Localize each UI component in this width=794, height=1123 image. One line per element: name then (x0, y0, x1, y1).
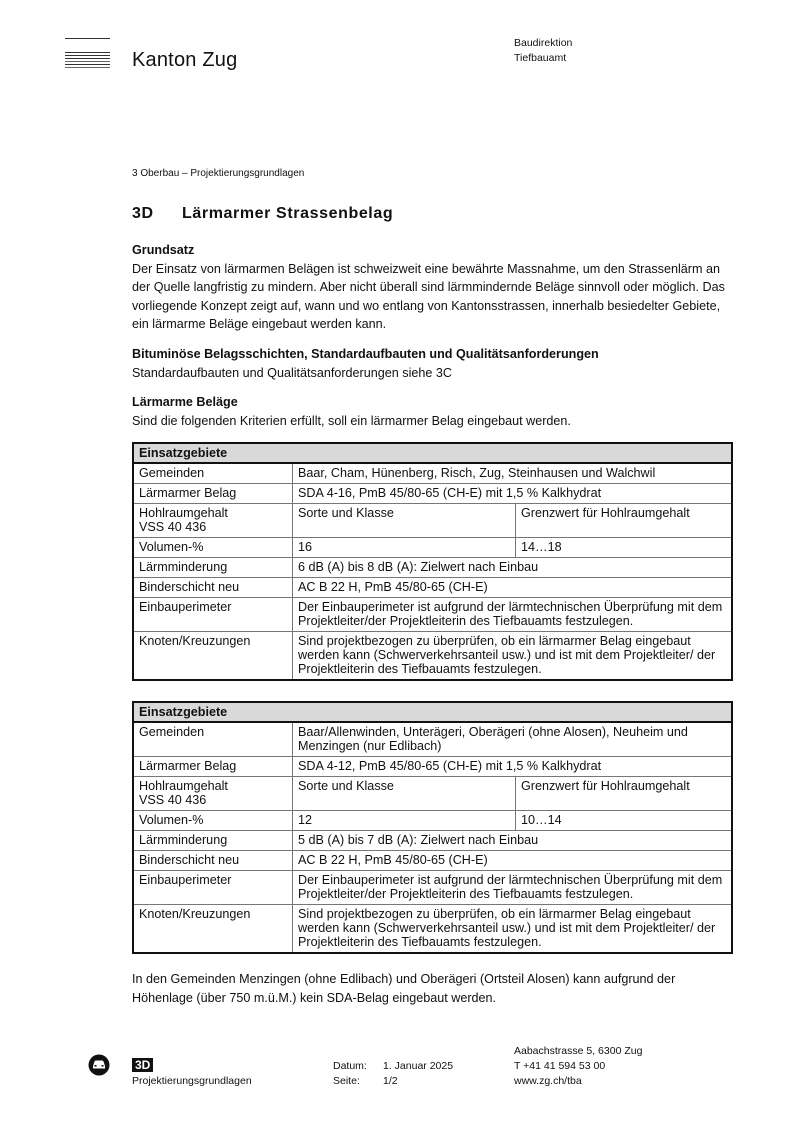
car-icon (88, 1054, 110, 1076)
row-label: Lärmminderung (133, 558, 293, 578)
office: Tiefbauamt (514, 52, 567, 64)
footer-contact (514, 1044, 642, 1089)
row-value: 10…14 (516, 811, 733, 831)
section-body: Der Einsatz von lärmarmen Belägen ist schweizweit eine bewährte Massnahme, um den Strassenlärm an der Quelle langfristig zu mindern. Aber nicht überall sind lärmmindernde Beläge sinnvoll oder möglich. Das vorliegende Konzept zeigt auf, wann und wo entlang von Kantonsstrassen, innerhalb besiedelter Gebiete, ein lärmarme Beläge eingebaut werden kann. (132, 261, 725, 331)
row-label: Volumen-% (133, 811, 293, 831)
table-row (133, 578, 732, 598)
section-heading: Bituminöse Belagsschichten, Standardaufbauten und Qualitätsanforderungen (132, 347, 599, 361)
chapter-badge: 3D (132, 1058, 153, 1072)
column-label: Grenzwert für Hohlraumgehalt (516, 504, 733, 538)
table-row (133, 484, 732, 504)
section-laermarme-belaege (132, 393, 737, 430)
row-label: Binderschicht neu (133, 851, 293, 871)
table-row (133, 538, 732, 558)
footer-values (383, 1059, 453, 1089)
row-label: Gemeinden (133, 463, 293, 484)
table-row (133, 504, 732, 538)
row-label: Knoten/Kreuzungen (133, 632, 293, 681)
section-standardaufbauten (132, 345, 737, 382)
section-body: Standardaufbauten und Qualitätsanforderungen siehe 3C (132, 365, 452, 380)
row-label: Einbauperimeter (133, 598, 293, 632)
table-header: Einsatzgebiete (133, 443, 732, 463)
row-label-line: VSS 40 436 (139, 793, 207, 807)
row-value: Der Einbauperimeter ist aufgrund der lärmtechnischen Überprüfung mit dem Projektleiter/der Projektleiterin des Tiefbauamts festzulegen. (293, 598, 733, 632)
row-value: AC B 22 H, PmB 45/80-65 (CH-E) (293, 578, 733, 598)
altitude-note: In den Gemeinden Menzingen (ohne Edlibach) und Oberägeri (Ortsteil Alosen) kann aufgrund der Höhenlage (über 750 m.ü.M.) kein SDA-Belag eingebaut werden. (132, 972, 676, 1005)
row-label: Lärmarmer Belag (133, 484, 293, 504)
org-name: Kanton Zug (132, 49, 238, 71)
breadcrumb: 3 Oberbau – Projektierungsgrundlagen (132, 168, 305, 179)
table-row (133, 632, 732, 681)
table-row (133, 757, 732, 777)
table-row (133, 777, 732, 811)
section-grundsatz (132, 241, 737, 334)
row-label: Knoten/Kreuzungen (133, 905, 293, 954)
einsatzgebiete-table-1 (132, 442, 733, 681)
table-row (133, 463, 732, 484)
section-heading: Lärmarme Beläge (132, 395, 238, 409)
canton-logo-icon (65, 38, 110, 70)
table-row (133, 558, 732, 578)
row-value: SDA 4-12, PmB 45/80-65 (CH-E) mit 1,5 % Kalkhydrat (293, 757, 733, 777)
page-value: 1/2 (383, 1075, 398, 1087)
column-label: Sorte und Klasse (293, 777, 516, 811)
table-row (133, 722, 732, 757)
row-value: Baar/Allenwinden, Unterägeri, Oberägeri (ohne Alosen), Neuheim und Menzingen (nur Edlibach) (293, 722, 733, 757)
row-label-line: Hohlraumgehalt (139, 779, 228, 793)
row-value: Der Einbauperimeter ist aufgrund der lärmtechnischen Überprüfung mit dem Projektleiter/der Projektleiterin des Tiefbauamts festzulegen. (293, 871, 733, 905)
table-header-row (133, 443, 732, 463)
page-title (132, 205, 393, 223)
website-link[interactable]: www.zg.ch/tba (514, 1075, 582, 1087)
table-row (133, 871, 732, 905)
section-title: Lärmarmer Strassenbelag (182, 205, 394, 222)
row-value: 5 dB (A) bis 7 dB (A): Zielwert nach Einbau (293, 831, 733, 851)
footer-subtitle: Projektierungsgrundlagen (132, 1075, 252, 1087)
row-label: Lärmminderung (133, 831, 293, 851)
einsatzgebiete-table-2 (132, 701, 733, 954)
row-label: Binderschicht neu (133, 578, 293, 598)
row-label: Gemeinden (133, 722, 293, 757)
row-value: Baar, Cham, Hünenberg, Risch, Zug, Steinhausen und Walchwil (293, 463, 733, 484)
row-value: SDA 4-16, PmB 45/80-65 (CH-E) mit 1,5 % Kalkhydrat (293, 484, 733, 504)
row-value: AC B 22 H, PmB 45/80-65 (CH-E) (293, 851, 733, 871)
column-label: Sorte und Klasse (293, 504, 516, 538)
table-header-row (133, 702, 732, 722)
row-value: 14…18 (516, 538, 733, 558)
row-label-line: VSS 40 436 (139, 520, 207, 534)
section-body: Sind die folgenden Kriterien erfüllt, soll ein lärmarmer Belag eingebaut werden. (132, 413, 571, 428)
section-number: 3D (132, 205, 154, 222)
section-heading: Grundsatz (132, 243, 195, 257)
row-value: 12 (293, 811, 516, 831)
table-row (133, 831, 732, 851)
date-label: Datum: (333, 1060, 367, 1072)
address: Aabachstrasse 5, 6300 Zug (514, 1045, 643, 1057)
department: Baudirektion (514, 37, 573, 49)
row-value: Sind projektbezogen zu überprüfen, ob ein lärmarmer Belag eingebaut werden kann (Schwerverkehrsanteil usw.) und ist mit dem Projektleiter/ der Projektleiterin des Tiefbauamts festzulegen. (293, 905, 733, 954)
column-label: Grenzwert für Hohlraumgehalt (516, 777, 733, 811)
table-row (133, 811, 732, 831)
row-label: Einbauperimeter (133, 871, 293, 905)
row-label (133, 777, 293, 811)
row-label: Lärmarmer Belag (133, 757, 293, 777)
department-block (514, 36, 572, 66)
row-label: Volumen-% (133, 538, 293, 558)
table-row (133, 905, 732, 954)
date-value: 1. Januar 2025 (383, 1060, 454, 1072)
table-row (133, 598, 732, 632)
row-value: Sind projektbezogen zu überprüfen, ob ein lärmarmer Belag eingebaut werden kann (Schwerverkehrsanteil usw.) und ist mit dem Projektleiter/ der Projektleiterin des Tiefbauamts festzulegen. (293, 632, 733, 681)
page-label: Seite: (333, 1075, 360, 1087)
row-label (133, 504, 293, 538)
table-header: Einsatzgebiete (133, 702, 732, 722)
row-value: 6 dB (A) bis 8 dB (A): Zielwert nach Einbau (293, 558, 733, 578)
row-value: 16 (293, 538, 516, 558)
phone: T +41 41 594 53 00 (514, 1060, 606, 1072)
table-row (133, 851, 732, 871)
row-label-line: Hohlraumgehalt (139, 506, 228, 520)
footer-labels (333, 1059, 367, 1089)
